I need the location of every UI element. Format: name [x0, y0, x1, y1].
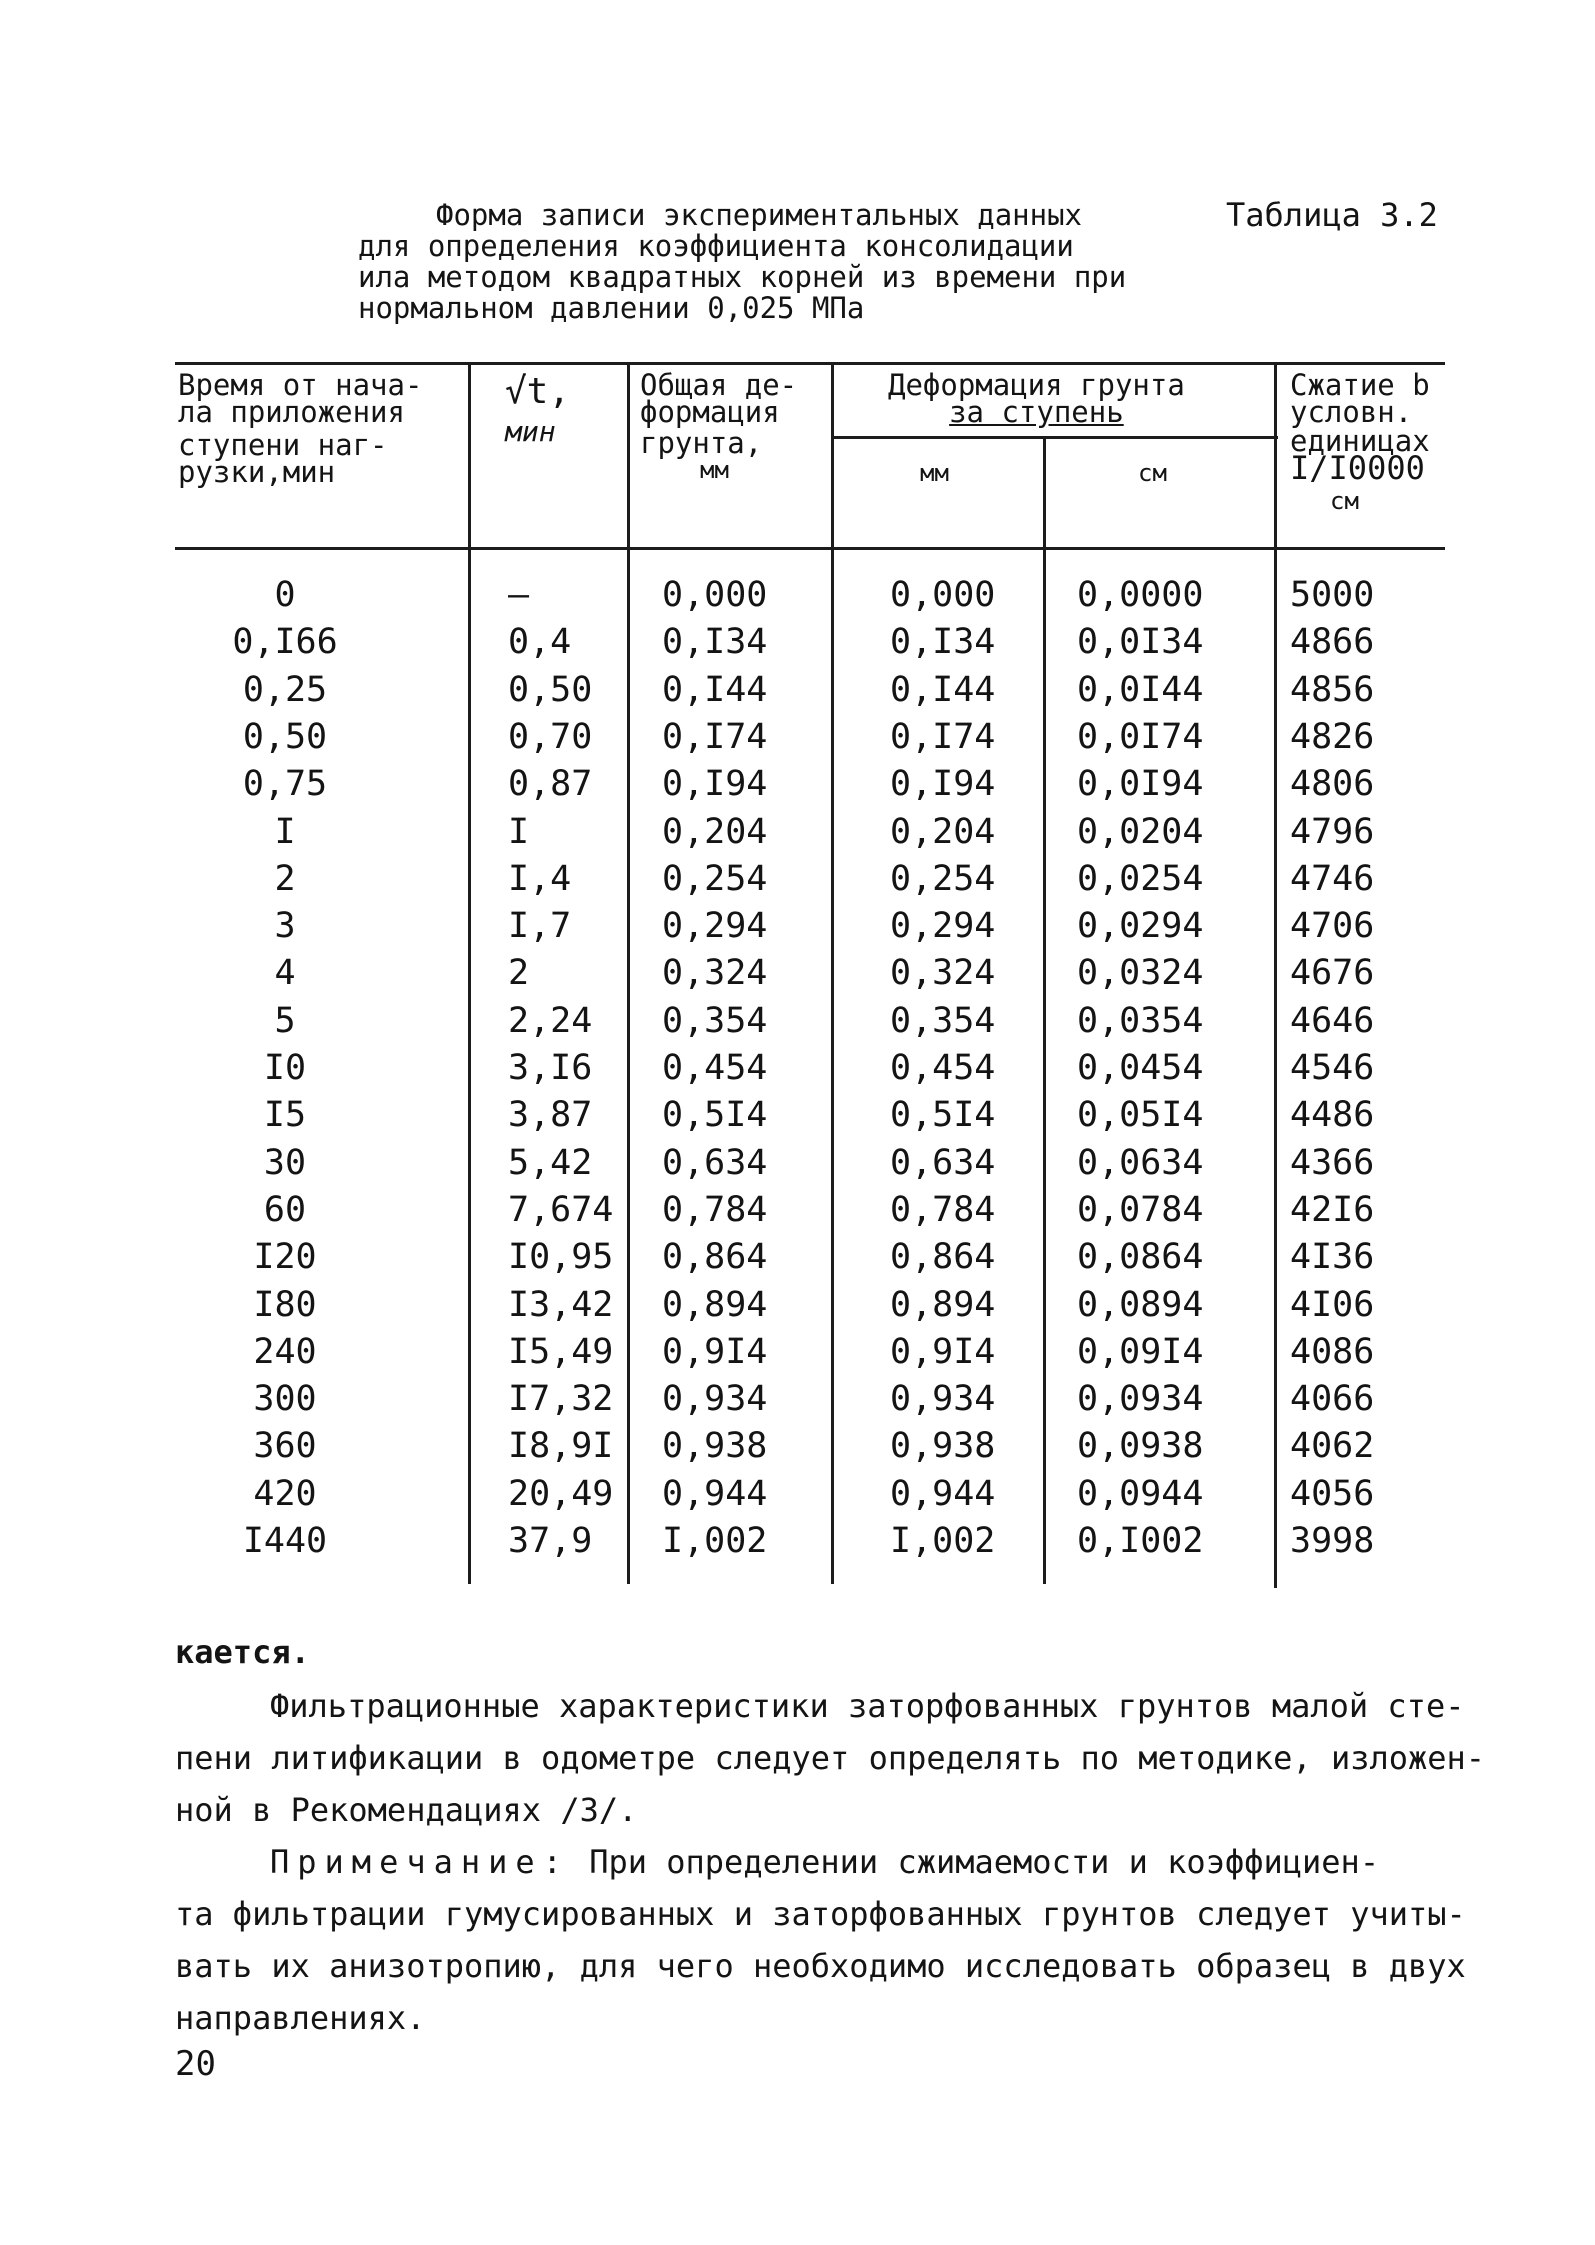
header-bottom-rule: [175, 547, 1445, 550]
table-row: [0, 1092, 1595, 1139]
header-cm: см: [1138, 459, 1167, 487]
table-cell: 0,87: [508, 764, 593, 805]
table-cell: I0: [263, 1048, 307, 1088]
table-cell: 5: [274, 1000, 296, 1041]
table-cell: 0,I66: [232, 622, 338, 663]
table-cell: 60: [263, 1189, 307, 1230]
note-text: При определении сжимаемости и коэффициен-: [569, 1843, 1380, 1881]
table-row: [0, 1140, 1595, 1187]
table-cell: 0,50: [242, 716, 328, 757]
table-cell: 4676: [1290, 953, 1375, 994]
table-cell: I7,32: [508, 1379, 614, 1420]
title-line: ила методом квадратных корней из времени при: [358, 260, 1127, 294]
group-rule: [833, 436, 1278, 439]
table-cell: 300: [253, 1379, 317, 1420]
table-cell: 0,70: [508, 716, 593, 757]
header-sqrt-t: √t, мин: [505, 371, 571, 448]
table-cell: 0,324: [890, 953, 996, 994]
header-mm: мм: [920, 459, 949, 487]
table-cell: 2: [508, 953, 530, 994]
table-row: [0, 1282, 1595, 1329]
table-cell: 0,0934: [1077, 1379, 1204, 1420]
table-cell: 0,09I4: [1077, 1331, 1204, 1372]
table-cell: 0,0454: [1077, 1048, 1204, 1088]
table-cell: 0,784: [662, 1189, 768, 1230]
table-cell: 0,25: [242, 669, 328, 710]
table-cell: 4826: [1290, 716, 1375, 757]
table-cell: 4066: [1290, 1379, 1375, 1420]
table-cell: 4I36: [1290, 1237, 1375, 1278]
note: Примечание: При определении сжимаемости и коэффициен- та фильтрации гумусированных и заторфованных грунтов следует учиты- вать их анизотропию, для чего необходимо исследовать образец в двух направлениях.: [175, 1843, 1466, 2037]
header-total-deformation: Общая де- формация грунта, мм: [640, 368, 798, 484]
table-row: [0, 1376, 1595, 1423]
table-cell: I80: [253, 1284, 317, 1325]
table-row: [0, 1518, 1595, 1565]
note-label: Примечание:: [270, 1843, 570, 1881]
table-cell: 0,4: [508, 622, 572, 663]
table-cell: 0,50: [508, 669, 593, 710]
table-cell: I8,9I: [508, 1426, 614, 1467]
table-cell: 3,I6: [508, 1048, 593, 1088]
table-title: [358, 200, 1238, 324]
table-cell: 0,0254: [1077, 858, 1204, 899]
table-cell: 0,0784: [1077, 1189, 1204, 1230]
table-cell: 0,454: [890, 1048, 996, 1088]
table-row: [0, 1045, 1595, 1092]
table-cell: 0,I74: [890, 716, 996, 757]
table-cell: 20,49: [508, 1473, 614, 1514]
table-cell: I: [508, 811, 530, 852]
table-cell: 0,0294: [1077, 906, 1204, 947]
table-cell: 0,354: [662, 1000, 768, 1041]
table-row: [0, 619, 1595, 666]
paragraph-filtration: Фильтрационные характеристики заторфованных грунтов малой сте- пени литификации в одометре следует определять по методике, изложен- ной в Рекомендациях /3/.: [175, 1687, 1486, 1829]
table-cell: 0,000: [890, 575, 996, 615]
table-row: [0, 667, 1595, 714]
table-cell: 0,0634: [1077, 1142, 1204, 1183]
table-row: [0, 998, 1595, 1045]
table-row: [0, 1187, 1595, 1234]
table-cell: 0,944: [662, 1473, 768, 1514]
table-cell: 420: [253, 1473, 317, 1514]
table-cell: 0,934: [662, 1379, 768, 1420]
table-cell: 0,9I4: [662, 1331, 768, 1372]
table-cell: 30: [263, 1142, 307, 1183]
table-cell: 240: [253, 1331, 317, 1372]
table-cell: 0,5I4: [662, 1095, 768, 1136]
table-label: Таблица 3.2: [1226, 196, 1438, 234]
table-cell: 4706: [1290, 906, 1375, 947]
table-cell: 0,634: [662, 1142, 768, 1183]
table-cell: 0,0354: [1077, 1000, 1204, 1041]
table-cell: 3: [274, 906, 296, 947]
table-cell: 4546: [1290, 1048, 1375, 1088]
table-cell: I: [274, 811, 296, 852]
paragraph-end: кается.: [175, 1633, 310, 1671]
page-number: 20: [175, 2044, 216, 2084]
table-cell: 4062: [1290, 1426, 1375, 1467]
table-cell: 0,0I34: [1077, 622, 1204, 663]
table-cell: 0,784: [890, 1189, 996, 1230]
table-cell: I3,42: [508, 1284, 614, 1325]
table-cell: 0,0864: [1077, 1237, 1204, 1278]
table-cell: 0,05I4: [1077, 1095, 1204, 1136]
table-cell: I5,49: [508, 1331, 614, 1372]
table-cell: 0,354: [890, 1000, 996, 1041]
table-cell: 4866: [1290, 622, 1375, 663]
table-cell: 7,674: [508, 1189, 614, 1230]
table-cell: 0,0000: [1077, 575, 1204, 615]
table-cell: 0,0938: [1077, 1426, 1204, 1467]
table-cell: I5: [263, 1095, 307, 1136]
table-cell: 0,938: [662, 1426, 768, 1467]
table-row: [0, 761, 1595, 808]
table-cell: 4646: [1290, 1000, 1375, 1041]
table-cell: 0,944: [890, 1473, 996, 1514]
title-line: для определения коэффициента консолидации: [358, 229, 1074, 263]
table-cell: 3,87: [508, 1095, 593, 1136]
table-cell: 0,204: [890, 811, 996, 852]
table-row: [0, 809, 1595, 856]
table-cell: 0,9I4: [890, 1331, 996, 1372]
table-cell: I20: [253, 1237, 317, 1278]
table-cell: 4486: [1290, 1095, 1375, 1136]
table-cell: I,4: [508, 858, 572, 899]
table-cell: 0,254: [662, 858, 768, 899]
table-row: [0, 950, 1595, 997]
table-cell: 5,42: [508, 1142, 593, 1183]
table-row: [0, 1423, 1595, 1470]
table-cell: 2: [274, 858, 296, 899]
table-cell: 0,0I74: [1077, 716, 1204, 757]
table-cell: 0,634: [890, 1142, 996, 1183]
table-cell: 0,324: [662, 953, 768, 994]
table-row: [0, 1329, 1595, 1376]
table-row: [0, 856, 1595, 903]
table-cell: 4806: [1290, 764, 1375, 805]
table-cell: I,002: [662, 1521, 768, 1561]
table-cell: 4: [274, 953, 296, 994]
header-compression: Сжатие b условн. единицах I/I0000 см: [1290, 368, 1430, 515]
table-cell: 0,I002: [1077, 1521, 1204, 1561]
table-top-rule: [175, 362, 1445, 365]
table-cell: I440: [242, 1521, 328, 1561]
table-cell: 0,I34: [890, 622, 996, 663]
table-cell: 0,I44: [890, 669, 996, 710]
table-cell: 5000: [1290, 575, 1375, 615]
table-cell: 0,204: [662, 811, 768, 852]
title-line: Форма записи экспериментальных данных: [436, 198, 1083, 232]
table-cell: 0,I44: [662, 669, 768, 710]
table-cell: 0,000: [662, 575, 768, 615]
table-cell: 4856: [1290, 669, 1375, 710]
table-cell: 4746: [1290, 858, 1375, 899]
table-cell: 0,0I44: [1077, 669, 1204, 710]
table-cell: I0,95: [508, 1237, 614, 1278]
table-cell: 0,294: [890, 906, 996, 947]
table-cell: 0,0I94: [1077, 764, 1204, 805]
table-cell: 0,938: [890, 1426, 996, 1467]
table-cell: 0,454: [662, 1048, 768, 1088]
table-cell: 0,894: [890, 1284, 996, 1325]
table-cell: 3998: [1290, 1521, 1375, 1561]
table-cell: I,7: [508, 906, 572, 947]
table-cell: 0,0894: [1077, 1284, 1204, 1325]
table-cell: 2,24: [508, 1000, 593, 1041]
table-cell: 4I06: [1290, 1284, 1375, 1325]
table-cell: 0,894: [662, 1284, 768, 1325]
table-row: [0, 572, 1595, 619]
table-cell: –: [508, 575, 530, 615]
table-cell: 360: [253, 1426, 317, 1467]
table-cell: 4796: [1290, 811, 1375, 852]
table-cell: 0,0204: [1077, 811, 1204, 852]
table-row: [0, 903, 1595, 950]
table-cell: 0,864: [662, 1237, 768, 1278]
header-step-deformation: Деформация грунта за ступень: [888, 368, 1185, 429]
header-time: Время от нача- ла приложения ступени наг- рузки,мин: [178, 368, 423, 489]
table-cell: 0,0944: [1077, 1473, 1204, 1514]
table-cell: 4086: [1290, 1331, 1375, 1372]
title-line: нормальном давлении 0,025 МПа: [358, 291, 865, 325]
table-cell: 0,864: [890, 1237, 996, 1278]
table-cell: 0,I74: [662, 716, 768, 757]
table-cell: 4056: [1290, 1473, 1375, 1514]
table-cell: 0,0324: [1077, 953, 1204, 994]
table-cell: 0,934: [890, 1379, 996, 1420]
table-cell: 0,254: [890, 858, 996, 899]
table-cell: I,002: [890, 1521, 996, 1561]
table-cell: 0,5I4: [890, 1095, 996, 1136]
table-cell: 37,9: [508, 1521, 593, 1561]
table-row: [0, 1471, 1595, 1518]
table-cell: 0,75: [242, 764, 328, 805]
table-cell: 0,I94: [662, 764, 768, 805]
table-cell: 0: [274, 575, 296, 615]
table-cell: 4366: [1290, 1142, 1375, 1183]
table-row: [0, 1234, 1595, 1281]
table-row: [0, 714, 1595, 761]
table-cell: 0,I34: [662, 622, 768, 663]
table-cell: 42I6: [1290, 1189, 1375, 1230]
table-cell: 0,I94: [890, 764, 996, 805]
table-cell: 0,294: [662, 906, 768, 947]
